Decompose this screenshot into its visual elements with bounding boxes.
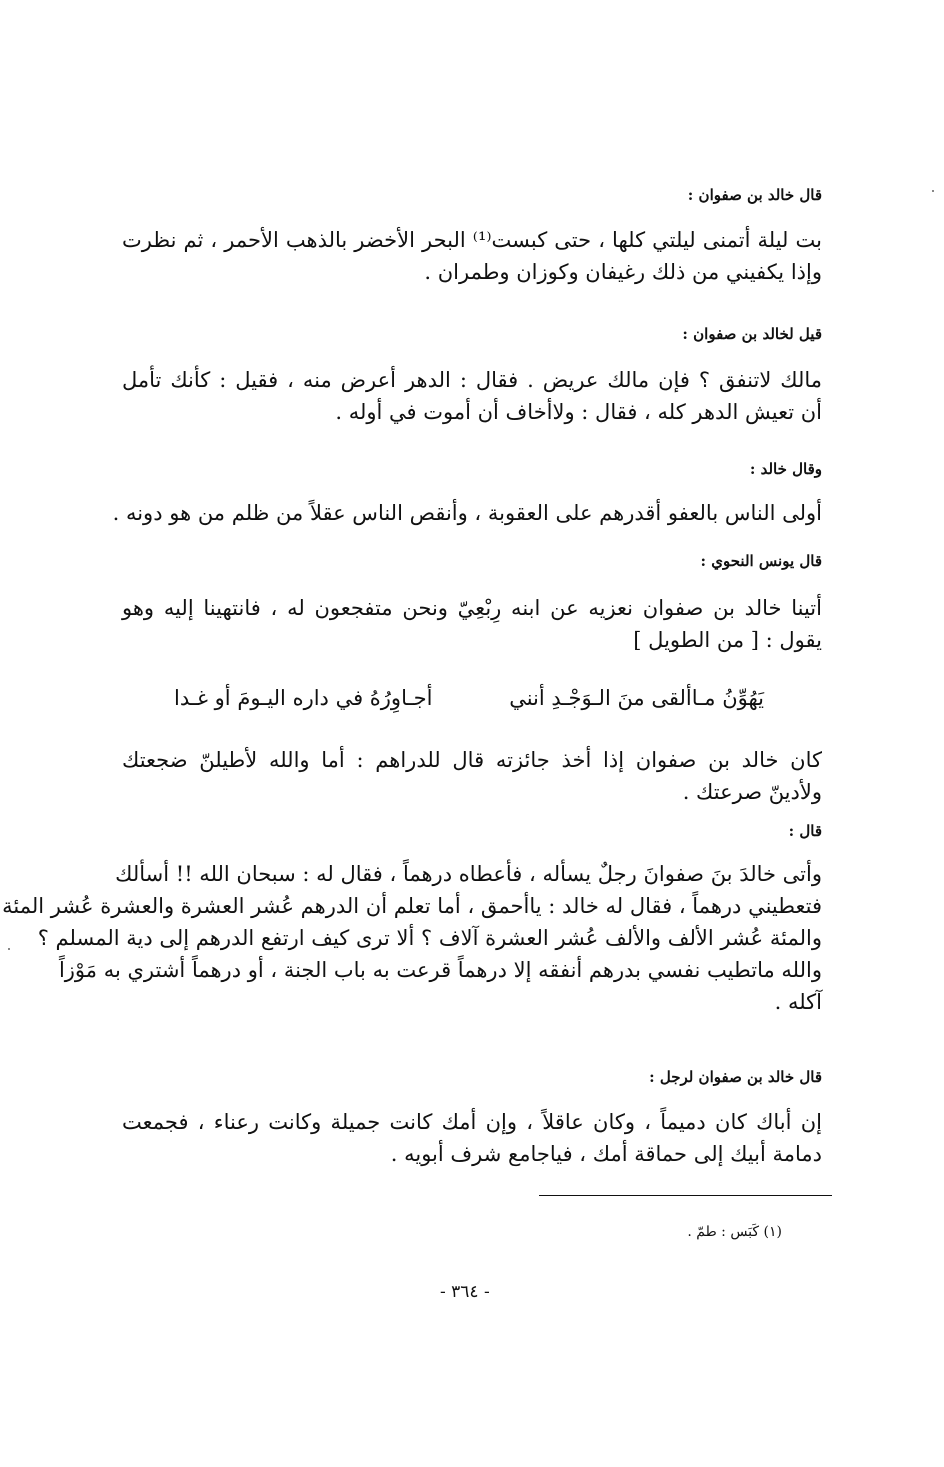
paragraph [122, 592, 822, 656]
text-line: أولى الناس بالعفو أقدرهم على العقوبة ، وأنقص الناس عقلاً من ظلم من هو دونه . [112, 501, 822, 525]
verse-first-hemistich: يَهُوِّنُ مـاألقى منَ الـوَجْـدِ أنني [509, 686, 764, 710]
text-line: والمئة عُشر الألف والألف عُشر العشرة آلاف ؟ ألا ترى كيف ارتفع الدرهم إلى دية المسلم ؟ [37, 926, 822, 950]
text-line: إن أباك كان دميماً ، وكان عاقلاً ، وإن أمك كانت جميلة وكانت رعناء ، فجمعت [122, 1110, 822, 1134]
paragraph [2, 858, 822, 1018]
text-line: وأتى خالدَ بنَ صفوانَ رجلٌ يسأله ، فأعطاه درهماً ، فقال له : سبحان الله !! أسألك [115, 862, 822, 886]
footnote-separator [539, 1195, 832, 1196]
section-heading: قال : [788, 822, 822, 840]
text-line: يقول : [ من الطويل ] [633, 628, 822, 652]
paragraph [122, 364, 822, 428]
text-line: فتعطيني درهماً ، فقال له خالد : ياأحمق ، أما تعلم أن الدرهم عُشر العشرة والعشرة عُشر المئة [2, 894, 822, 918]
paragraph [112, 497, 822, 529]
section-heading: قال يونس النحوي : [700, 552, 822, 570]
section-heading: قيل لخالد بن صفوان : [682, 325, 822, 343]
text-line: آكله . [774, 990, 822, 1014]
paragraph [122, 744, 822, 808]
footnote: (١) كَبَس : طمّ . [687, 1224, 782, 1240]
text-line: كان خالد بن صفوان إذا أخذ جائزته قال للدراهم : أما والله لأطيلنّ ضجعتك [122, 748, 822, 772]
text-line: بت ليلة أتمنى ليلتي كلها ، حتى كبست⁽¹⁾ البحر الأخضر بالذهب الأحمر ، ثم نظرت [122, 228, 822, 252]
section-heading: قال خالد بن صفوان لرجل : [649, 1068, 822, 1086]
section-heading: وقال خالد : [749, 460, 822, 478]
paragraph [122, 224, 822, 288]
page-number: - ٣٦٤ - [440, 1282, 490, 1302]
text-line: أتينا خالد بن صفوان نعزيه عن ابنه رِبْعِيّ ونحن متفجعون له ، فانتهينا إليه وهو [122, 596, 822, 620]
paragraph [122, 1106, 822, 1170]
poem-verse [174, 686, 764, 720]
text-line: وإذا يكفيني من ذلك رغيفان وكوزان وطمران . [424, 260, 822, 284]
text-line: أن تعيش الدهر كله ، فقال : ولاأخاف أن أموت في أوله . [335, 400, 822, 424]
text-line: ولأدينّ صرعتك . [682, 780, 822, 804]
scan-speck [932, 190, 934, 192]
text-line: والله ماتطيب نفسي بدرهم أنفقه إلا درهماً قرعت به باب الجنة ، أو درهماً أشتري به مَوْزاً [58, 958, 822, 982]
text-line: دمامة أبيك إلى حماقة أمك ، فياجامع شرف أبويه . [390, 1142, 822, 1166]
text-line: مالك لاتنفق ؟ فإن مالك عريض . فقال : الدهر أعرض منه ، فقيل : كأنك تأمل [122, 368, 822, 392]
section-heading: قال خالد بن صفوان : [687, 186, 822, 204]
scan-speck [8, 948, 10, 950]
verse-second-hemistich: أجـاوِرُهُ في داره اليـومَ أو غـدا [174, 686, 433, 710]
